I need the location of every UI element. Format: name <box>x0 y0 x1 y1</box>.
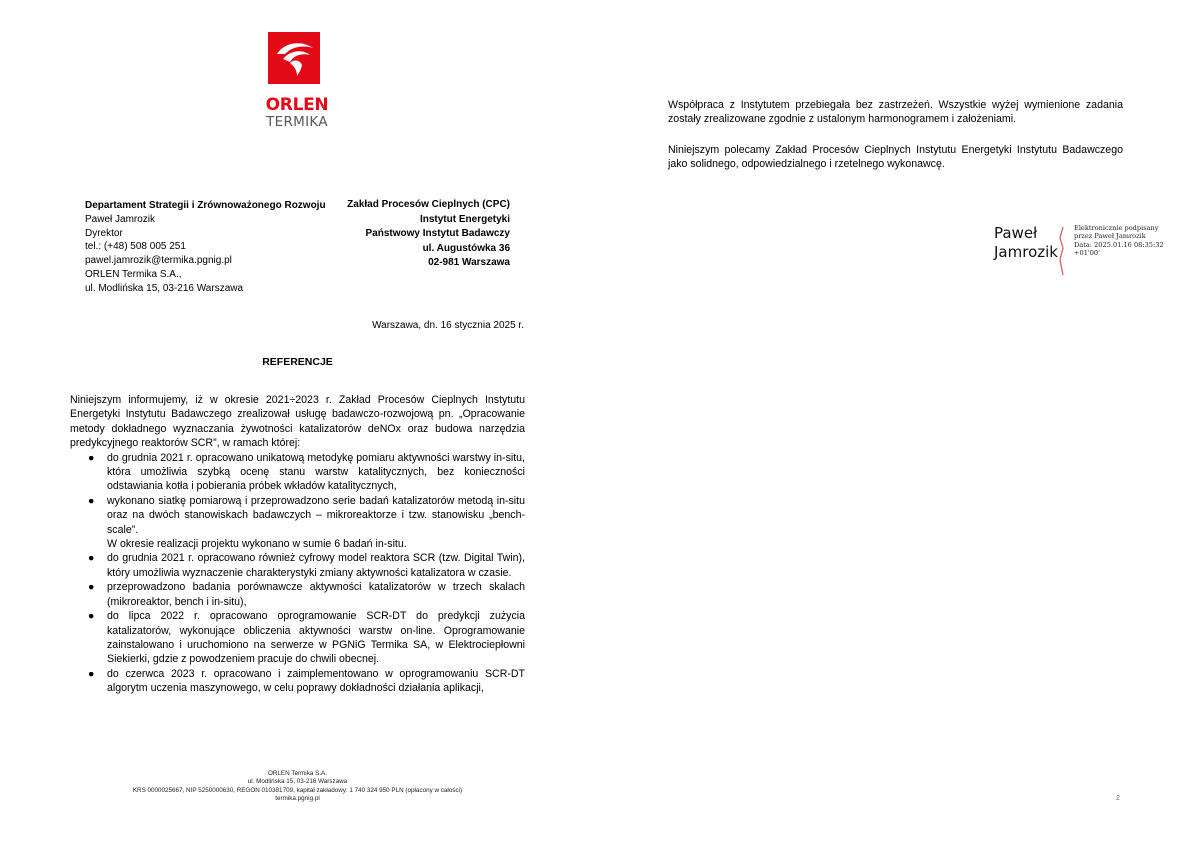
sender-email: pawel.jamrozik@termika.pgnig.pl <box>85 255 232 267</box>
brand-name-orlen: ORLEN <box>265 95 329 115</box>
bullet-icon: ● <box>88 581 95 594</box>
signature-meta-line: przez Paweł Jamrozik <box>1074 232 1146 241</box>
list-item: ● przeprowadzono badania porównawcze aktywności katalizatorów w trzech skalach (mikroreaktor, bench i in-situ), <box>88 581 525 608</box>
company-footer <box>70 770 525 804</box>
page-1 <box>0 0 595 842</box>
list-item: ● do lipca 2022 r. opracowano oprogramowanie SCR-DT do predykcji zużycia katalizatorów, wykonujące obliczenia aktywności warstw on-line. Oprogramowanie zainstalowano i uruchomiono na serwerze w PGNiG Termika SA, w Elektrociepłowni Siekierki, gdzie z powodzeniem pracuje do chwili obecnej. <box>88 610 525 666</box>
document-heading: REFERENCJE <box>262 356 333 368</box>
list-item: ● wykonano siatkę pomiarową i przeprowadzono serie badań katalizatorów metodą in-situ oraz na dwóch stanowiskach badawczych – mikroreaktorze i tzw. stanowisku „bench-scale”. <box>88 494 525 536</box>
list-item: ● do czerwca 2023 r. opracowano i zaimplementowano w oprogramowaniu SCR-DT algorytm uczenia maszynowego, w celu poprawy dokładności działania aplikacji, <box>88 667 525 695</box>
recipient-line: Instytut Energetyki <box>419 213 510 225</box>
sender-company: ORLEN Termika S.A., <box>85 268 182 280</box>
bullet-note: W okresie realizacji projektu wykonano w sumie 6 badań in-situ. <box>107 538 407 551</box>
recipient-block <box>330 198 510 271</box>
sender-address: ul. Modlińska 15, 03-216 Warszawa <box>85 282 244 294</box>
signature-meta-line: Elektronicznie podpisany <box>1074 224 1159 232</box>
bullet-icon: ● <box>88 552 95 565</box>
signature-metadata <box>1074 224 1164 258</box>
sender-position: Dyrektor <box>85 227 123 239</box>
task-list <box>70 551 525 695</box>
bullet-icon: ● <box>88 494 95 507</box>
page-2 <box>596 0 1191 842</box>
recommendation-paragraph: Niniejszym polecamy Zakład Procesów Cieplnych Instytutu Energetyki Instytutu Badawczego jako solidnego, odpowiedzialnego i rzetelnego wykonawcę. <box>668 144 1123 171</box>
signature-name <box>994 224 1058 262</box>
place-and-date: Warszawa, dn. 16 stycznia 2025 r. <box>372 320 524 331</box>
footer-line: ORLEN Termika S.A. <box>267 770 328 777</box>
intro-paragraph: Niniejszym informujemy, iż w okresie 2021÷2023 r. Zakład Procesów Cieplnych Instytutu Energetyki Instytutu Badawczego zrealizował usługę badawczo-rozwojową pn. „Opracowanie metody dokładnego wyznaczania żywotności katalizatorów deNOx oraz budowa narzędzia predykcyjnego reaktorów SCR”, w ramach której: <box>70 394 525 450</box>
footer-line: termika.pgnig.pl <box>275 795 320 803</box>
bullet-icon: ● <box>88 667 95 680</box>
brand-name-termika: TERMIKA <box>266 114 328 130</box>
closing-paragraph: Współpraca z Instytutem przebiegała bez zastrzeżeń. Wszystkie wyżej wymienione zadania zostały zrealizowane zgodnie z ustalonym harmonogramem i założeniami. <box>668 99 1123 126</box>
task-list <box>70 451 525 537</box>
letter-body <box>70 393 525 696</box>
signature-first-name: Paweł <box>994 224 1038 242</box>
sender-phone: tel.: (+48) 508 005 251 <box>85 241 186 253</box>
sender-department: Departament Strategii i Zrównoważonego Rozwoju <box>85 200 326 211</box>
list-item: ● do grudnia 2021 r. opracowano również cyfrowy model reaktora SCR (tzw. Digital Twin), który umożliwia wyznaczenie charakterystyki zmiany aktywności katalizatora w czasie. <box>88 552 525 579</box>
sender-name: Paweł Jamrozik <box>85 213 156 225</box>
list-item: ● do grudnia 2021 r. opracowano unikatową metodykę pomiaru aktywności warstwy in-situ, która umożliwia szybką ocenę stanu warstw katalitycznych, bez konieczności odstawiania kotła i pobierania próbek wkładów katalitycznych, <box>88 451 525 493</box>
signature-mark-icon <box>1058 226 1065 276</box>
recipient-line: Państwowy Instytut Badawczy <box>365 228 510 239</box>
signature-last-name: Jamrozik <box>994 243 1058 261</box>
footer-line: KRS 0000025667, NIP 5250000630, REGON 010381709, kapitał zakładowy: 1 740 324 950 PLN (opłacony w całości) <box>132 786 463 794</box>
page-number: 2 <box>1116 795 1120 802</box>
recipient-line: 02-981 Warszawa <box>428 257 510 268</box>
signature-meta-line: +01'00' <box>1074 249 1100 258</box>
bullet-icon: ● <box>88 610 95 623</box>
recipient-line: ul. Augustówka 36 <box>422 242 510 254</box>
bullet-icon: ● <box>88 451 95 464</box>
signature-meta-line: Data: 2025.01.16 08:35:32 <box>1074 240 1164 249</box>
recipient-line: Zakład Procesów Cieplnych (CPC) <box>347 199 510 210</box>
orlen-eagle-logo-icon <box>268 32 320 84</box>
footer-line: ul. Modlińska 15, 03-216 Warszawa <box>247 778 348 786</box>
sender-block <box>85 199 326 296</box>
